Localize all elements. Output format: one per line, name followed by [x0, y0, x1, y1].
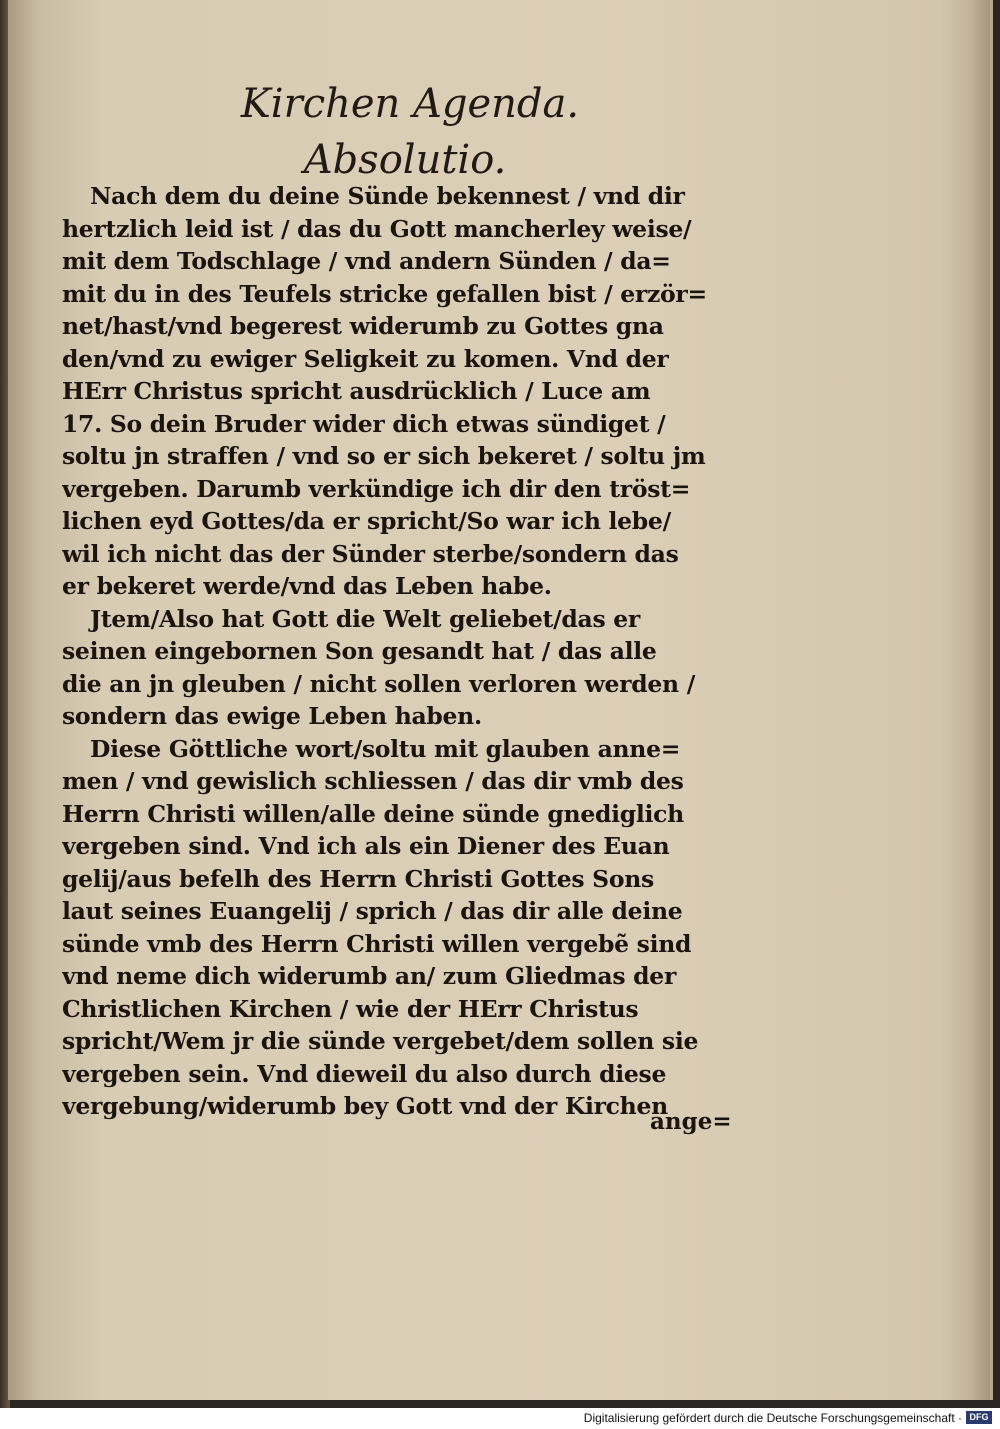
text-line: net/hast/vnd begerest widerumb zu Gottes gna: [62, 312, 664, 340]
text-line: Herrn Christi willen/alle deine sünde gnediglich: [62, 799, 684, 828]
text-line: hertzlich leid ist / das du Gott mancherley weise/: [62, 214, 692, 243]
text-line: sondern das ewige Leben haben.: [62, 702, 482, 730]
text-line: vnd neme dich widerumb an/ zum Gliedmas der: [62, 962, 677, 990]
body-text: [62, 180, 738, 1123]
text-line: vergeben sein. Vnd dieweil du also durch diese: [62, 1059, 667, 1088]
running-title: Kirchen Agenda.: [240, 81, 580, 127]
text-line: men / vnd gewislich schliessen / das dir vmb des: [62, 767, 684, 795]
text-line: den/vnd zu ewiger Seligkeit zu komen. Vnd der: [62, 344, 669, 373]
text-line: er bekeret werde/vnd das Leben habe.: [62, 572, 552, 600]
text-line: Jtem/Also hat Gott die Welt geliebet/das er: [90, 604, 640, 633]
text-line: soltu jn straffen / vnd so er sich bekeret / soltu jm: [62, 442, 706, 470]
text-line: wil ich nicht das der Sünder sterbe/sondern das: [62, 539, 679, 568]
text-line: die an jn gleuben / nicht sollen verloren werden /: [62, 669, 695, 698]
catchword: ange=: [650, 1108, 732, 1135]
footer-bar: [0, 1408, 1000, 1429]
page-header: [0, 78, 780, 186]
text-line: mit dem Todschlage / vnd andern Sünden / da=: [62, 247, 671, 275]
text-line: gelij/aus befelh des Herrn Christi Gottes Sons: [62, 864, 654, 893]
text-line: Christlichen Kirchen / wie der HErr Christus: [62, 994, 639, 1023]
text-line: Nach dem du deine Sünde bekennest / vnd dir: [90, 182, 685, 210]
text-line: vergeben sind. Vnd ich als ein Diener des Euan: [62, 832, 670, 860]
text-line: vergeben. Darumb verkündige ich dir den tröst=: [62, 474, 691, 503]
text-line: laut seines Euangelij / sprich / das dir alle deine: [62, 897, 683, 925]
text-line: vergebung/widerumb bey Gott vnd der Kirchen: [62, 1092, 668, 1120]
text-line: seinen eingebornen Son gesandt hat / das alle: [62, 637, 657, 665]
text-line: Diese Göttliche wort/soltu mit glauben anne=: [90, 734, 681, 763]
text-line: spricht/Wem jr die sünde vergebet/dem sollen sie: [62, 1027, 699, 1055]
dfg-logo: DFG: [966, 1411, 992, 1424]
page-edge-shadow: [970, 0, 990, 1400]
text-line: sünde vmb des Herrn Christi willen vergebẽ sind: [62, 929, 692, 958]
text-line: 17. So dein Bruder wider dich etwas sündiget /: [62, 409, 666, 438]
text-line: HErr Christus spricht ausdrücklich / Luce am: [62, 377, 651, 405]
funding-credit: Digitalisierung gefördert durch die Deutsche Forschungsgemeinschaft ·: [583, 1411, 962, 1425]
text-line: mit du in des Teufels stricke gefallen bist / erzör=: [62, 279, 707, 308]
section-title: Absolutio.: [303, 137, 507, 183]
text-line: lichen eyd Gottes/da er spricht/So war ich lebe/: [62, 507, 671, 535]
